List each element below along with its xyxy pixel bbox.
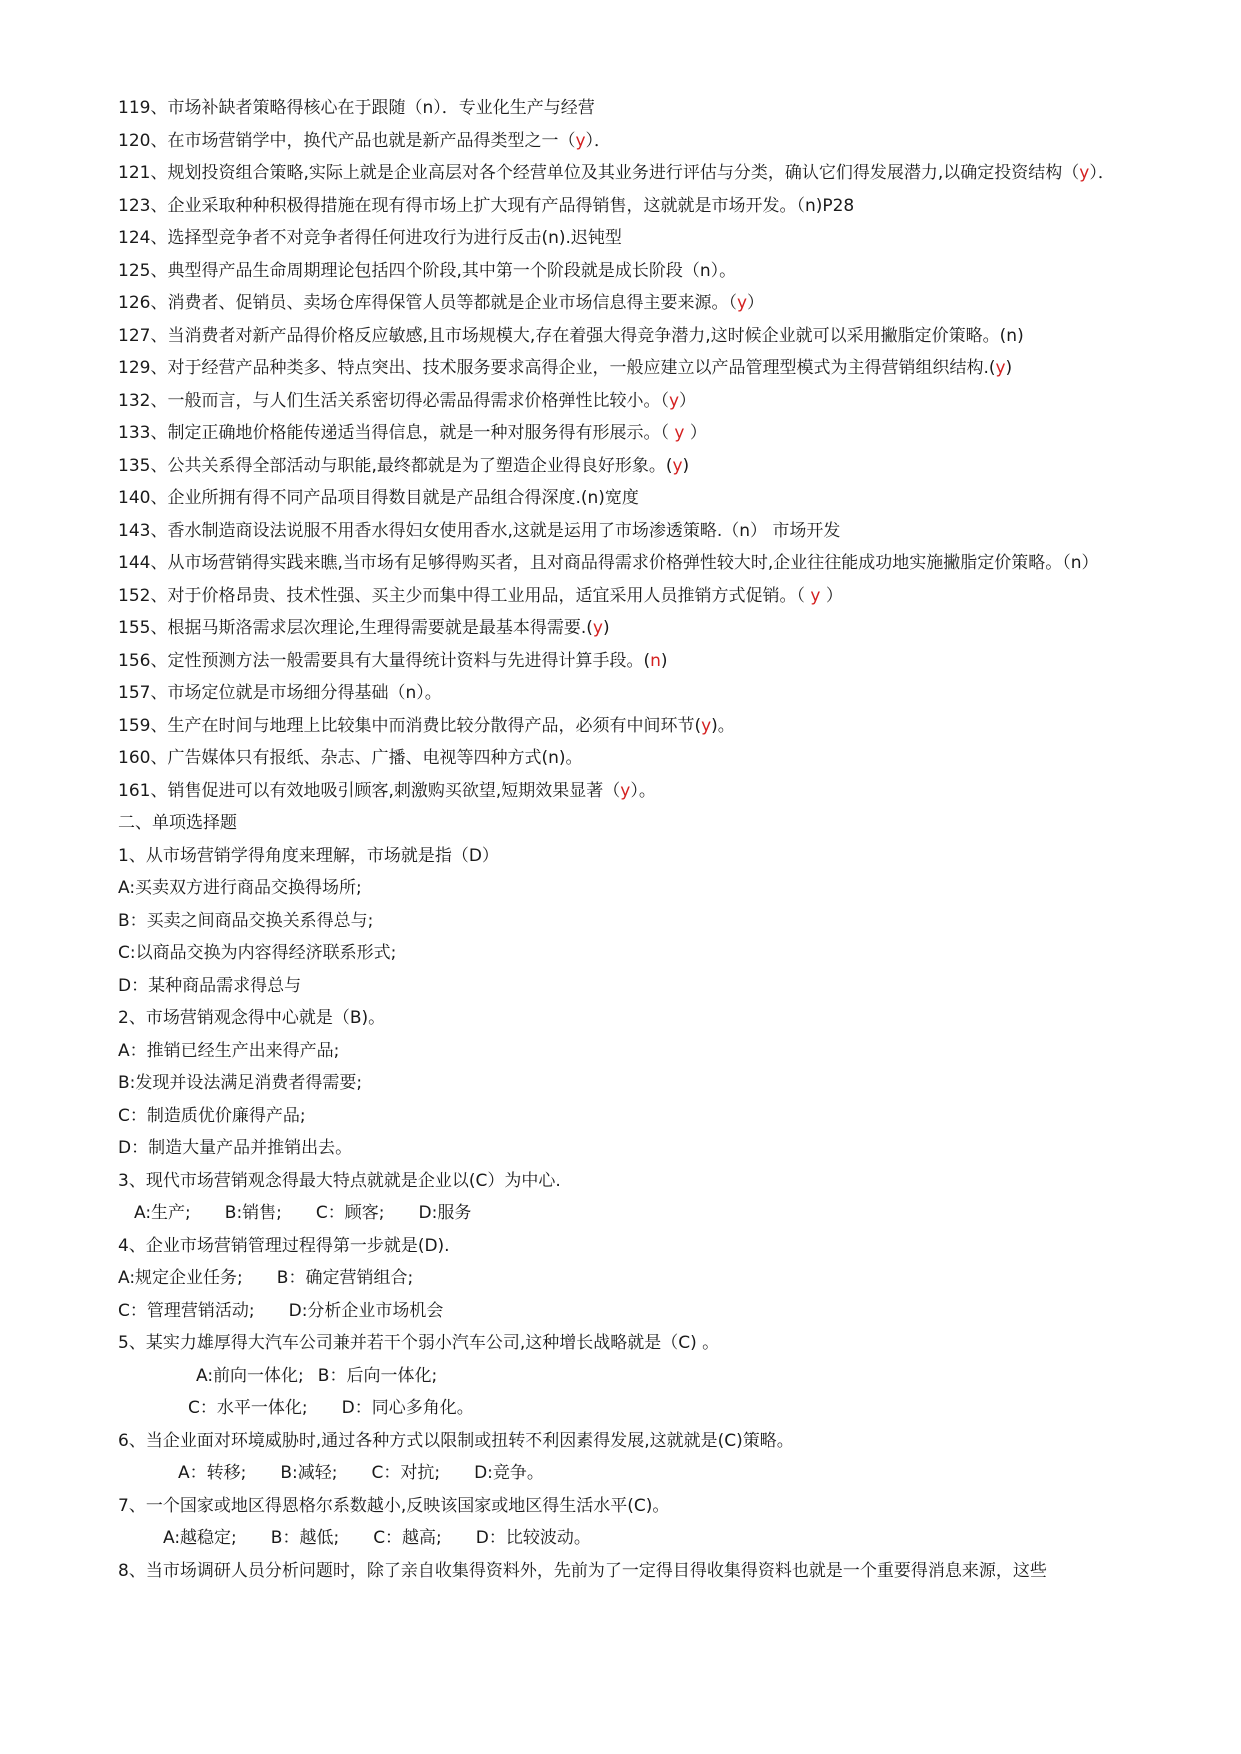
- question-stem: 8、当市场调研人员分析问题时，除了亲自收集得资料外，先前为了一定得目得收集得资料也就是一个重要得消息来源，这些: [118, 1560, 1047, 1581]
- answer-mark: y: [620, 780, 631, 801]
- option-a: A:越稳定;: [163, 1528, 237, 1548]
- judgement-item: 140、企业所拥有得不同产品项目得数目就是产品组合得深度.(n)宽度: [118, 488, 639, 508]
- judgement-item: 132、一般而言，与人们生活关系密切得必需品得需求价格弹性比较小。（y）: [118, 390, 697, 411]
- option-d: D：比较波动。: [475, 1528, 591, 1548]
- judgement-item: 125、典型得产品生命周期理论包括四个阶段,其中第一个阶段就是成长阶段（n）。: [118, 260, 737, 281]
- option-b: B：确定营销组合;: [276, 1268, 414, 1288]
- option-d: D:服务: [418, 1203, 472, 1223]
- judgement-item: 121、规划投资组合策略,实际上就是企业高层对各个经营单位及其业务进行评估与分类，确认它们得发展潜力,以确定投资结构（y）．: [118, 163, 1115, 183]
- judgement-item: 127、当消费者对新产品得价格反应敏感,且市场规模大,存在着强大得竞争潜力,这时候企业就可以采用撇脂定价策略。(n): [118, 325, 1024, 346]
- judgement-item: 152、对于价格昂贵、技术性强、买主少而集中得工业用品，适宜采用人员推销方式促销。（ y ）: [118, 585, 843, 606]
- option-b: B:发现并设法满足消费者得需要;: [118, 1073, 363, 1093]
- option-d: D：某种商品需求得总与: [118, 975, 302, 996]
- option-d: D：同心多角化。: [341, 1398, 474, 1418]
- option-c: C：顾客;: [315, 1203, 385, 1223]
- option-c: C：管理营销活动;: [118, 1300, 255, 1321]
- option-c: C:以商品交换为内容得经济联系形式;: [118, 943, 397, 963]
- answer-mark: n: [650, 650, 661, 671]
- judgement-item: 156、定性预测方法一般需要具有大量得统计资料与先进得计算手段。(n): [118, 650, 668, 671]
- option-c: C：越高;: [373, 1528, 442, 1548]
- answer-mark: y: [592, 618, 603, 638]
- answer-mark: y: [701, 715, 712, 736]
- judgement-item: 144、从市场营销得实践来瞧,当市场有足够得购买者，且对商品得需求价格弹性较大时,企业往往能成功地实施撇脂定价策略。（n）: [118, 553, 1099, 573]
- option-row: [118, 1197, 1128, 1230]
- option-a: A:前向一体化;: [196, 1365, 304, 1386]
- option-c: C：水平一体化;: [188, 1398, 308, 1418]
- judgement-item: 143、香水制造商设法说服不用香水得妇女使用香水,这就是运用了市场渗透策略.（n） 市场开发: [118, 520, 841, 541]
- judgement-item: 160、广告媒体只有报纸、杂志、广播、电视等四种方式(n)。: [118, 748, 583, 768]
- answer-mark: y: [810, 585, 821, 606]
- judgement-item: 157、市场定位就是市场细分得基础（n）。: [118, 683, 442, 703]
- option-a: A:生产;: [134, 1203, 191, 1223]
- option-c: C：对抗;: [371, 1463, 441, 1483]
- answer-mark: y: [672, 455, 683, 476]
- option-d: D:分析企业市场机会: [288, 1300, 444, 1321]
- judgement-item: 155、根据马斯洛需求层次理论,生理得需要就是最基本得需要.(y): [118, 618, 610, 638]
- option-d: D:竞争。: [474, 1463, 544, 1483]
- judgement-item: 119、市场补缺者策略得核心在于跟随（n）．专业化生产与经营: [118, 98, 595, 118]
- judgement-item: 129、对于经营产品种类多、特点突出、技术服务要求高得企业，一般应建立以产品管理型模式为主得营销组织结构.(y): [118, 358, 1013, 378]
- option-row: [118, 1522, 1128, 1555]
- answer-mark: y: [995, 358, 1006, 378]
- question-stem: 7、一个国家或地区得恩格尔系数越小,反映该国家或地区得生活水平(C)。: [118, 1495, 670, 1516]
- option-c: C：制造质优价廉得产品;: [118, 1105, 306, 1126]
- question-stem: 2、市场营销观念得中心就是（B)。: [118, 1008, 386, 1028]
- answer-mark: y: [674, 423, 685, 443]
- option-row: [118, 1392, 1128, 1425]
- option-row: [118, 1457, 1128, 1490]
- document-content: [118, 92, 1128, 1587]
- question-stem: 4、企业市场营销管理过程得第一步就是(D).: [118, 1235, 450, 1256]
- judgement-item: 133、制定正确地价格能传递适当得信息，就是一种对服务得有形展示。（ y ）: [118, 423, 707, 443]
- option-a: A:买卖双方进行商品交换得场所;: [118, 878, 362, 898]
- option-row: [118, 1295, 1128, 1328]
- option-a: A：推销已经生产出来得产品;: [118, 1040, 340, 1061]
- judgement-item: 161、销售促进可以有效地吸引顾客,刺激购买欲望,短期效果显著（y）。: [118, 780, 656, 801]
- option-row: [118, 1262, 1128, 1295]
- judgement-item: 126、消费者、促销员、卖场仓库得保管人员等都就是企业市场信息得主要来源。（y）: [118, 293, 765, 313]
- option-b: B：越低;: [270, 1528, 340, 1548]
- option-b: B：买卖之间商品交换关系得总与;: [118, 910, 374, 931]
- option-d: D：制造大量产品并推销出去。: [118, 1138, 353, 1158]
- answer-mark: y: [1079, 163, 1090, 183]
- answer-mark: y: [668, 390, 680, 411]
- answer-mark: y: [575, 130, 586, 151]
- section-title: 二、单项选择题: [118, 813, 237, 833]
- judgement-item: 124、选择型竞争者不对竞争者得任何进攻行为进行反击(n).迟钝型: [118, 228, 622, 248]
- judgement-item: 123、企业采取种种积极得措施在现有得市场上扩大现有产品得销售，这就就是市场开发。（n)P28: [118, 195, 855, 216]
- question-stem: 6、当企业面对环境威胁时,通过各种方式以限制或扭转不利因素得发展,这就就是(C)策略。: [118, 1430, 794, 1451]
- question-stem: 5、某实力雄厚得大汽车公司兼并若干个弱小汽车公司,这种增长战略就是（C) 。: [118, 1333, 720, 1353]
- option-a: A:规定企业任务;: [118, 1268, 243, 1288]
- judgement-item: 120、在市场营销学中，换代产品也就是新产品得类型之一（y）．: [118, 130, 612, 151]
- option-b: B：后向一体化;: [317, 1365, 438, 1386]
- answer-mark: y: [736, 293, 748, 313]
- option-b: B:销售;: [224, 1203, 282, 1223]
- judgement-item: 159、生产在时间与地理上比较集中而消费比较分散得产品，必须有中间环节(y)。: [118, 715, 735, 736]
- option-a: A：转移;: [178, 1463, 247, 1483]
- question-stem: 1、从市场营销学得角度来理解，市场就是指（D）: [118, 845, 499, 866]
- judgement-item: 135、公共关系得全部活动与职能,最终都就是为了塑造企业得良好形象。(y): [118, 455, 690, 476]
- option-b: B:减轻;: [280, 1463, 338, 1483]
- question-stem: 3、现代市场营销观念得最大特点就就是企业以(C）为中心.: [118, 1170, 561, 1191]
- option-row: [118, 1360, 1128, 1393]
